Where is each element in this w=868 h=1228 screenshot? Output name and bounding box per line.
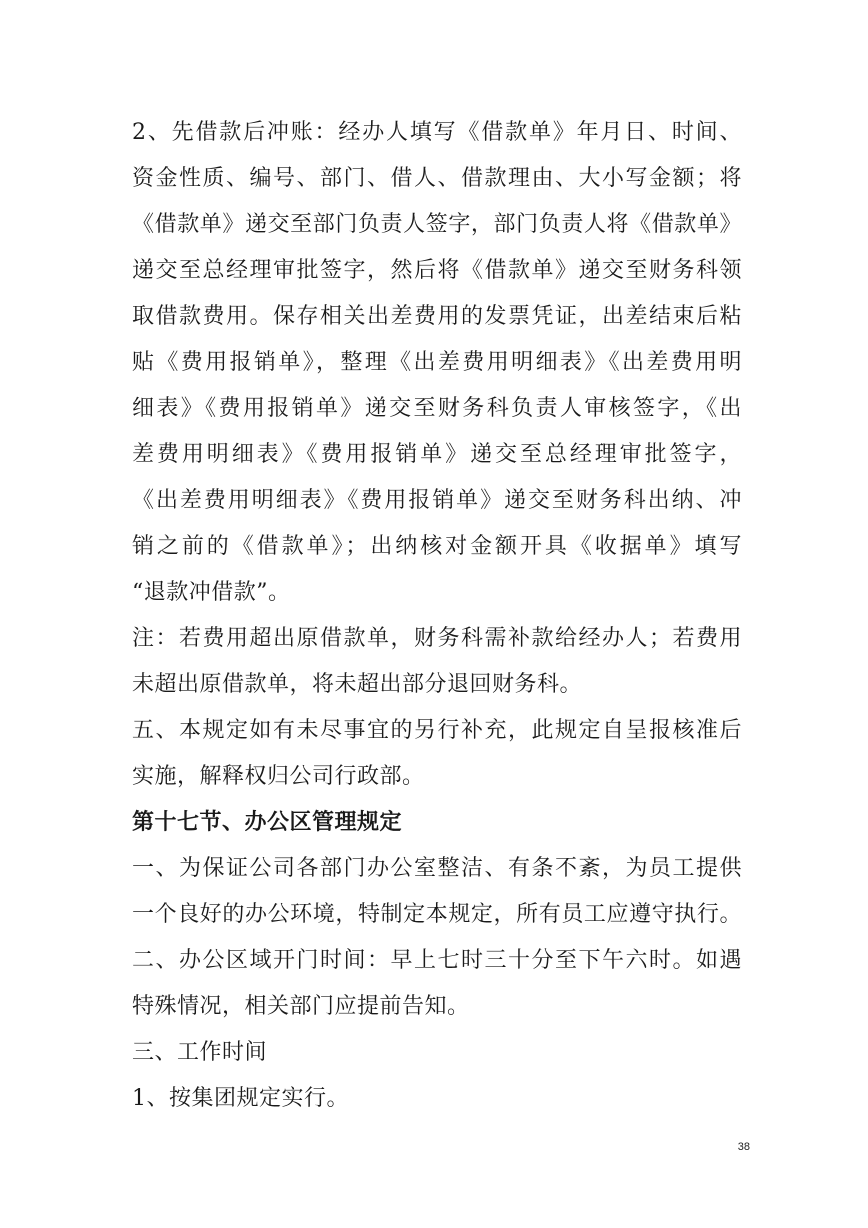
- item-line: 1、按集团规定实行。: [132, 1086, 349, 1111]
- item-line: 三、工作时间: [132, 1040, 268, 1065]
- paragraph-line: 细表》《费用报销单》递交至财务科负责人审核签字，《出: [132, 396, 742, 421]
- paragraph-line: 取借款费用。保存相关出差费用的发票凭证，出差结束后粘: [132, 304, 742, 329]
- item-line: 一、为保证公司各部门办公室整洁、有条不紊，为员工提供: [132, 856, 742, 881]
- paragraph-line: 递交至总经理审批签字，然后将《借款单》递交至财务科领: [132, 258, 742, 283]
- item-line: 实施，解释权归公司行政部。: [132, 764, 425, 789]
- page-number: 38: [737, 1141, 750, 1153]
- paragraph-line: 《出差费用明细表》《费用报销单》递交至财务科出纳、冲: [132, 488, 742, 513]
- item-line: 二、办公区域开门时间：早上七时三十分至下午六时。如遇: [132, 948, 742, 973]
- paragraph-line: 2、先借款后冲账：经办人填写《借款单》年月日、时间、: [132, 120, 742, 145]
- section-heading: 第十七节、办公区管理规定: [132, 810, 403, 835]
- paragraph-line: 差费用明细表》《费用报销单》递交至总经理审批签字，: [132, 442, 742, 467]
- paragraph-line: 《借款单》递交至部门负责人签字，部门负责人将《借款单》: [132, 212, 742, 237]
- note-line: 注：若费用超出原借款单，财务科需补款给经办人；若费用: [132, 626, 742, 651]
- paragraph-line: 销之前的《借款单》；出纳核对金额开具《收据单》填写: [132, 534, 742, 559]
- note-line: 未超出原借款单，将未超出部分退回财务科。: [132, 672, 583, 697]
- paragraph-line: 贴《费用报销单》，整理《出差费用明细表》《出差费用明: [132, 350, 742, 375]
- item-line: 五、本规定如有未尽事宜的另行补充，此规定自呈报核准后: [132, 718, 742, 743]
- item-line: 特殊情况，相关部门应提前告知。: [132, 994, 470, 1019]
- paragraph-line: 资金性质、编号、部门、借人、借款理由、大小写金额；将: [132, 166, 742, 191]
- paragraph-line: “退款冲借款”。: [132, 580, 291, 605]
- item-line: 一个良好的办公环境，特制定本规定，所有员工应遵守执行。: [132, 902, 742, 927]
